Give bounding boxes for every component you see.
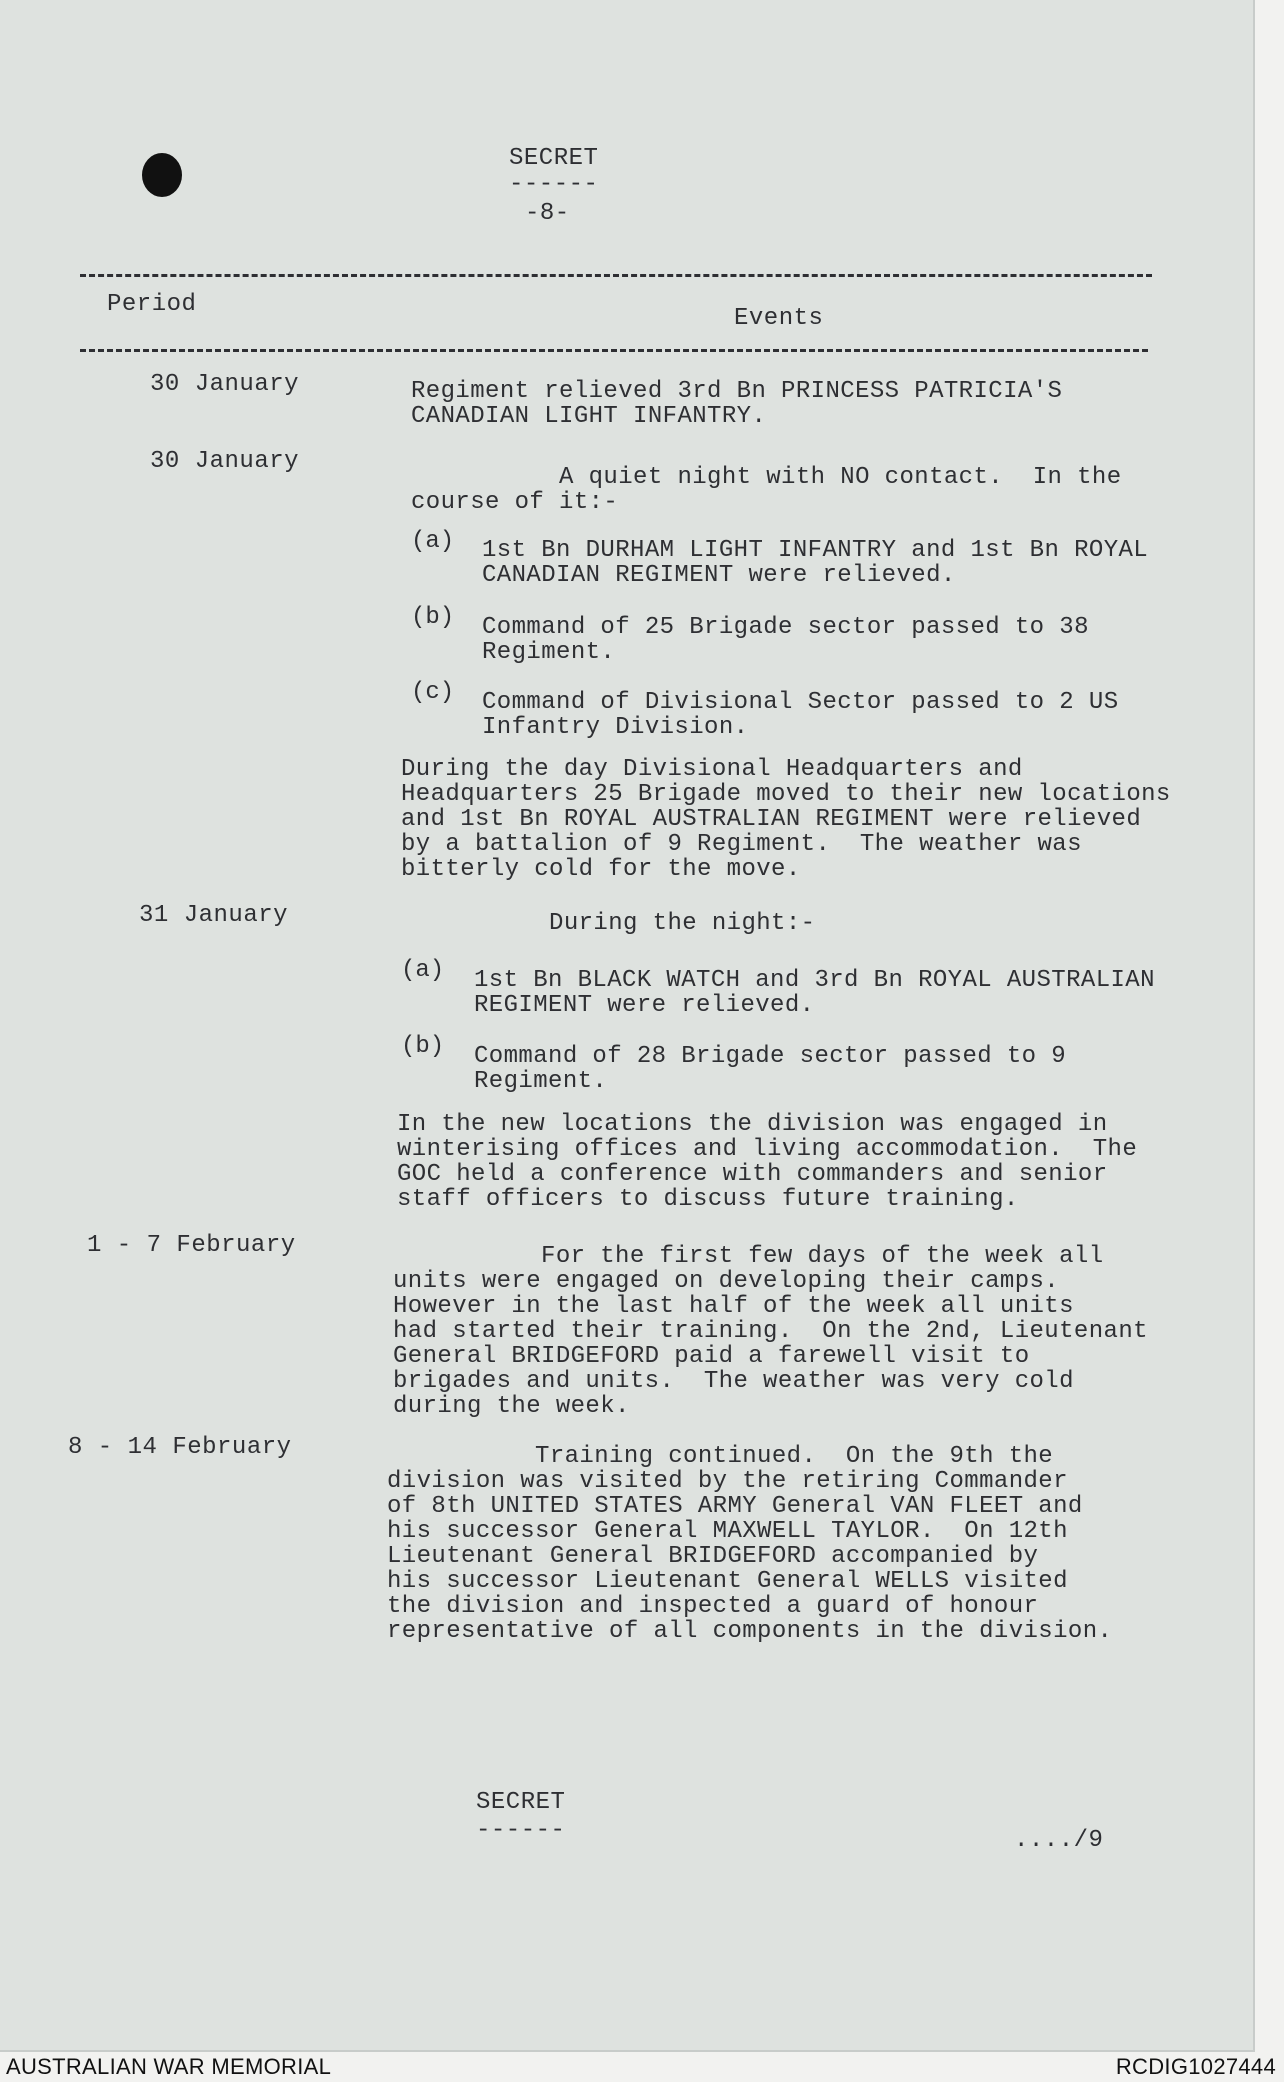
item-label: (b) xyxy=(401,1033,445,1060)
item-text: 1st Bn BLACK WATCH and 3rd Bn ROYAL AUSTRALIAN REGIMENT were relieved. xyxy=(474,967,1155,1019)
entry-text: Training continued. On the 9th the division was visited by the retiring Commander of 8th UNITED STATES ARMY General VAN FLEET and his successor General MAXWELL TAYLOR. On 12th Lieutenant General BRIDGEFORD accompanied by his successor Lieutenant General WELLS visited the division and inspected a guard of honour representative of all components in the division. xyxy=(387,1443,1113,1645)
item-text: Command of Divisional Sector passed to 2 US Infantry Division. xyxy=(482,689,1119,741)
item-text: Command of 28 Brigade sector passed to 9 Regiment. xyxy=(474,1043,1067,1095)
entry-text: Regiment relieved 3rd Bn PRINCESS PATRICIA'S CANADIAN LIGHT INFANTRY. xyxy=(411,378,1063,430)
entry-date: 1 - 7 February xyxy=(87,1232,296,1259)
archive-id: RCDIG1027444 xyxy=(1115,2054,1276,2079)
item-label: (b) xyxy=(411,604,455,631)
item-label: (a) xyxy=(411,528,455,555)
page-number: -8- xyxy=(525,200,570,227)
header-underline: ------ xyxy=(509,171,599,198)
entry-date: 8 - 14 February xyxy=(68,1434,292,1461)
punch-hole xyxy=(142,153,182,197)
period-column-header: Period xyxy=(107,291,197,318)
item-label: (a) xyxy=(401,957,445,984)
entry-outro: During the day Divisional Headquarters and Headquarters 25 Brigade moved to their new locations and 1st Bn ROYAL AUSTRALIAN REGIMENT were relieved by a battalion of 9 Regiment. The weather was bitterly cold for the move. xyxy=(401,756,1171,883)
entry-intro: A quiet night with NO contact. In the course of it:- xyxy=(411,464,1122,516)
header-classification: SECRET xyxy=(509,145,599,172)
entry-date: 30 January xyxy=(150,448,300,475)
top-rule xyxy=(80,274,1152,277)
item-label: (c) xyxy=(411,679,455,706)
entry-date: 30 January xyxy=(150,371,300,398)
item-text: 1st Bn DURHAM LIGHT INFANTRY and 1st Bn ROYAL CANADIAN REGIMENT were relieved. xyxy=(482,537,1149,589)
footer-underline: ------ xyxy=(476,1817,566,1844)
archive-credit: AUSTRALIAN WAR MEMORIAL xyxy=(6,2054,332,2079)
footer-classification: SECRET xyxy=(476,1789,566,1816)
entry-date: 31 January xyxy=(139,902,289,929)
entry-intro: During the night:- xyxy=(401,910,816,937)
header-rule xyxy=(80,349,1148,352)
continued-marker: ..../9 xyxy=(1014,1827,1104,1854)
entry-outro: In the new locations the division was engaged in winterising offices and living accommodation. The GOC held a conference with commanders and senior staff officers to discuss future training. xyxy=(397,1111,1138,1213)
events-column-header: Events xyxy=(734,305,824,332)
entry-text: For the first few days of the week all units were engaged on developing their camps. However in the last half of the week all units had started their training. On the 2nd, Lieutenant General BRIDGEFORD paid a farewell visit to brigades and units. The weather was very cold during the week. xyxy=(393,1243,1148,1420)
item-text: Command of 25 Brigade sector passed to 38 Regiment. xyxy=(482,614,1089,666)
